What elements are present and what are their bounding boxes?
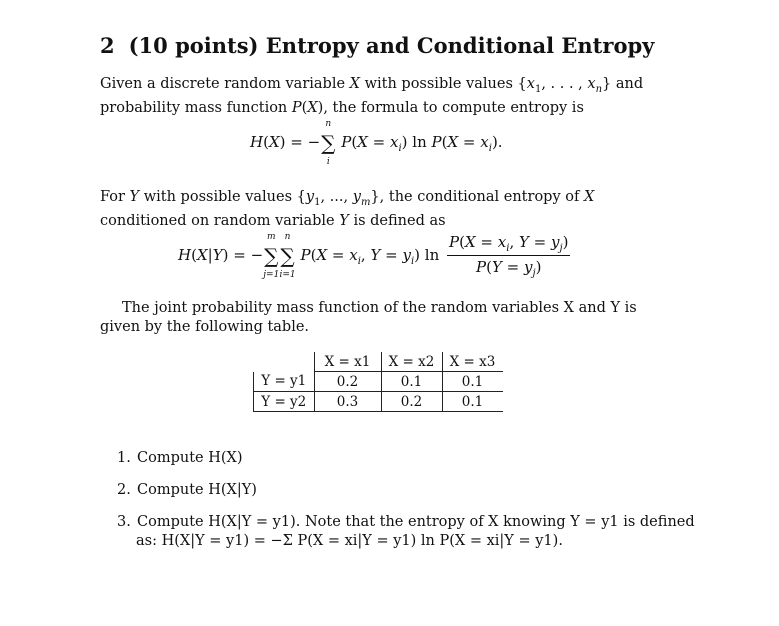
question-2: 2. Compute H(X|Y): [117, 482, 257, 498]
intro-paragraph: Given a discrete random variable X with possible values {$x_1$, . . . , $x_n$} and probability mass function P(X), the formula to compute entropy is: [100, 76, 644, 116]
entropy-formula: H(X) = −∑ n i $P(X = x_i)$ $\ln P(X = x_i)$.: [250, 119, 503, 167]
column-header: X = x3: [442, 352, 503, 372]
table-header-row: [254, 352, 503, 372]
table-cell: 0.1: [442, 372, 503, 392]
table-row: [254, 372, 503, 392]
conditional-paragraph: For Y with possible values {$y_1$, ..., $y_m$}, the conditional entropy of X conditioned on random variable Y is defined as: [100, 189, 595, 229]
column-header: X = x2: [381, 352, 442, 372]
section-number: 2: [100, 33, 115, 58]
column-header: X = x1: [314, 352, 381, 372]
table-row: [254, 392, 503, 412]
table-intro-paragraph: The joint probability mass function of the random variables X and Y is given by the following table.: [100, 300, 637, 335]
sum-symbol-j: ∑ m j=1: [263, 232, 280, 280]
question-1: 1. Compute H(X): [117, 450, 243, 466]
sum-symbol: ∑ n i: [321, 119, 336, 167]
row-label: Y = y2: [254, 392, 315, 412]
fraction: $\frac{P(X = x_i, Y = y_j)}{P(Y = y_j)}$: [449, 233, 569, 279]
table-cell: 0.3: [314, 392, 381, 412]
section-title: (10 points) Entropy and Conditional Entropy: [128, 33, 655, 58]
joint-probability-table: [253, 352, 503, 412]
table-cell: 0.1: [381, 372, 442, 392]
table-cell: 0.2: [381, 392, 442, 412]
section-heading: [100, 33, 654, 58]
question-3: 3. Compute H(X|Y = y1). Note that the entropy of X knowing Y = y1 is defined as: H(X|Y = y1) = −Σ P(X = xi|Y = y1) ln P(X = xi|Y = y1).: [117, 514, 695, 549]
row-label: Y = y1: [254, 372, 315, 392]
table-cell: 0.1: [442, 392, 503, 412]
table-cell: 0.2: [314, 372, 381, 392]
conditional-entropy-formula: H(X|Y) = −∑ m j=1 ∑ n i=1 $P(X = x_i$, $Y = y_i$) ln $\frac{P(X = x_i, Y = y_j)}{P(Y = y_j)}$: [178, 232, 569, 280]
sum-symbol-i: ∑ n i=1: [279, 232, 296, 280]
